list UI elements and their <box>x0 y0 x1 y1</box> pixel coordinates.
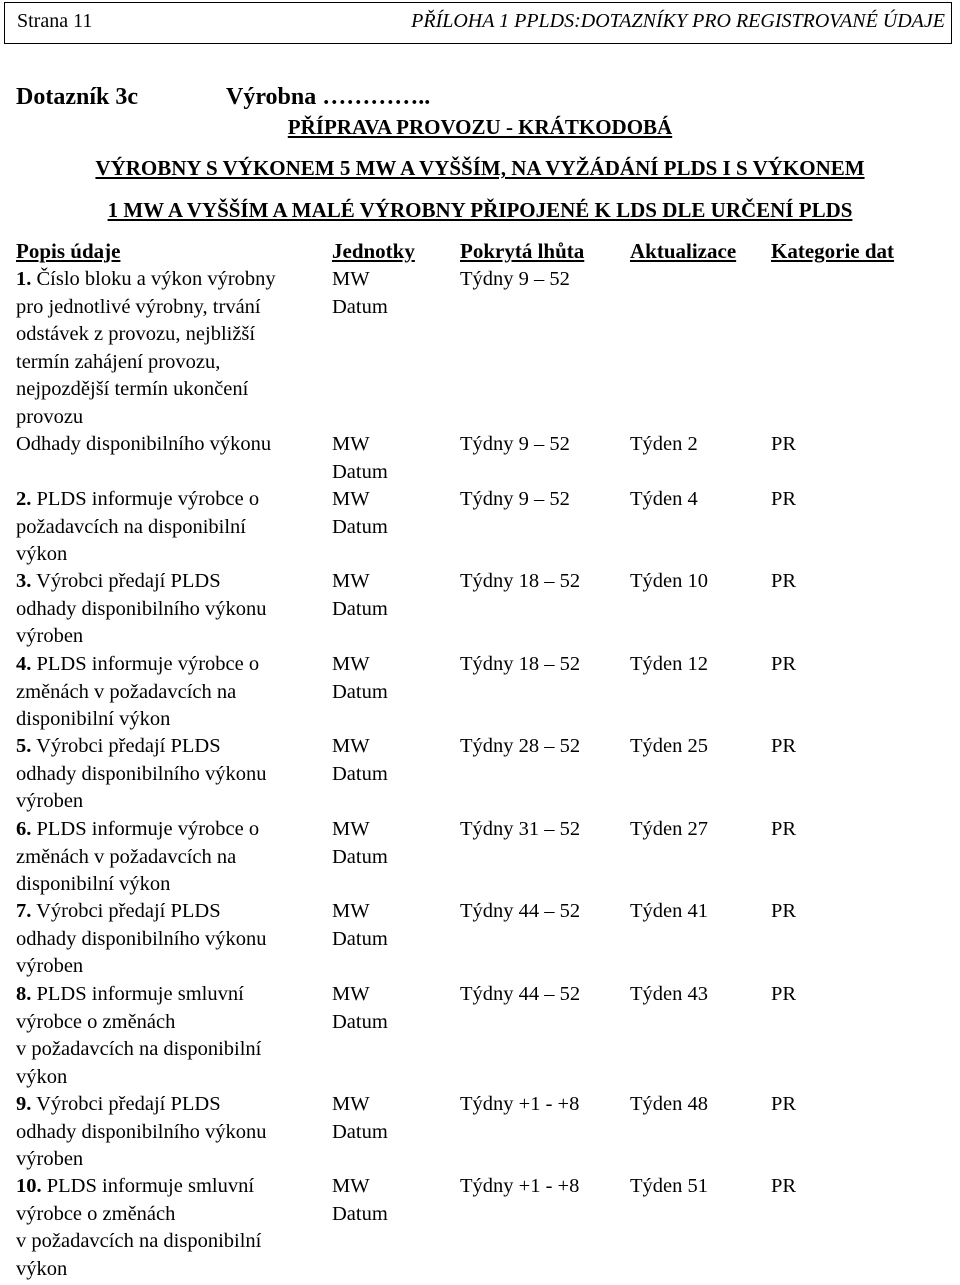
description-text: výkon <box>16 1065 68 1088</box>
description-line <box>16 733 267 761</box>
description-text: výkon <box>16 1257 68 1280</box>
description-text: výroben <box>16 1148 84 1170</box>
row-units <box>332 1091 388 1146</box>
description-text: disponibilní výkon <box>16 708 171 730</box>
description-text: termín zahájení provozu, <box>16 350 221 373</box>
unit-line: Datum <box>332 1120 388 1143</box>
unit-line: MW <box>332 268 370 290</box>
description-line <box>16 788 267 816</box>
description-line <box>16 871 259 899</box>
description-line <box>16 596 267 624</box>
description-line <box>16 761 267 789</box>
row-number: 2. <box>16 488 32 510</box>
description-text: odstávek z provozu, nejbližší <box>16 323 256 345</box>
description-text: provozu <box>16 405 84 428</box>
row-coverage: Týdny 18 – 52 <box>460 653 581 675</box>
row-update: Týden 51 <box>630 1175 708 1197</box>
row-units <box>332 651 388 706</box>
row-units <box>332 898 388 953</box>
description-line <box>16 651 259 679</box>
row-units <box>332 431 388 486</box>
row-description <box>16 1173 261 1283</box>
row-update: Týden 12 <box>630 653 708 675</box>
description-text: odhady disponibilního výkonu <box>16 762 267 785</box>
description-text: odhady disponibilního výkonu <box>16 927 267 950</box>
row-category: PR <box>771 818 797 840</box>
description-text: Výrobci předají PLDS <box>31 735 221 757</box>
column-header-description: Popis údaje <box>16 239 121 263</box>
row-category: PR <box>771 900 797 922</box>
description-line <box>16 1009 261 1037</box>
description-text: pro jednotlivé výrobny, trvání <box>16 295 261 318</box>
description-line <box>16 541 259 569</box>
unit-line: Datum <box>332 295 388 318</box>
unit-line: Datum <box>332 515 388 538</box>
unit-line: MW <box>332 433 370 455</box>
row-description <box>16 266 276 431</box>
row-coverage: Týdny 18 – 52 <box>460 570 581 592</box>
column-header-coverage: Pokrytá lhůta <box>460 239 585 263</box>
subtitle-line-2: VÝROBNY S VÝKONEM 5 MW A VYŠŠÍM, NA VYŽÁDÁNÍ PLDS I S VÝKONEM <box>95 156 865 180</box>
description-line <box>16 1091 267 1119</box>
row-coverage: Týdny 9 – 52 <box>460 433 570 455</box>
description-text: výrobce o změnách <box>16 1202 176 1225</box>
unit-line: Datum <box>332 927 388 950</box>
row-coverage: Týdny +1 - +8 <box>460 1175 580 1197</box>
description-line <box>16 1119 267 1147</box>
unit-line: MW <box>332 818 370 840</box>
description-text: výrobce o změnách <box>16 1010 176 1033</box>
row-description <box>16 981 261 1091</box>
row-number: 3. <box>16 570 32 592</box>
unit-line: Datum <box>332 1202 388 1225</box>
description-text: nejpozdější termín ukončení <box>16 378 249 400</box>
row-number: 8. <box>16 983 32 1005</box>
row-units <box>332 1173 388 1228</box>
description-line <box>16 1146 267 1174</box>
row-category: PR <box>771 653 797 675</box>
row-description <box>16 1091 267 1174</box>
plant-name: Výrobna ………….. <box>226 84 431 110</box>
row-update: Týden 4 <box>630 488 698 510</box>
row-category: PR <box>771 1093 797 1115</box>
description-text: disponibilní výkon <box>16 873 171 895</box>
row-description <box>16 568 267 651</box>
row-coverage: Týdny +1 - +8 <box>460 1093 580 1115</box>
description-line <box>16 1228 261 1256</box>
row-update: Týden 43 <box>630 983 708 1005</box>
row-category: PR <box>771 488 797 510</box>
description-line <box>16 706 259 734</box>
description-text: Číslo bloku a výkon výrobny <box>31 268 276 290</box>
row-coverage: Týdny 28 – 52 <box>460 735 581 757</box>
column-header-units: Jednotky <box>332 239 415 263</box>
row-units <box>332 266 388 321</box>
row-category: PR <box>771 983 797 1005</box>
row-description <box>16 431 271 459</box>
description-text: Výrobci předají PLDS <box>31 570 221 592</box>
unit-line: MW <box>332 488 370 510</box>
subtitle-line-1: PŘÍPRAVA PROVOZU - KRÁTKODOBÁ <box>287 115 673 139</box>
unit-line: Datum <box>332 1010 388 1033</box>
description-text: výroben <box>16 955 84 977</box>
description-text: výkon <box>16 543 68 565</box>
description-line <box>16 321 276 349</box>
description-line <box>16 679 259 707</box>
description-line <box>16 266 276 294</box>
unit-line: Datum <box>332 762 388 785</box>
unit-line: Datum <box>332 460 388 483</box>
unit-line: MW <box>332 570 370 592</box>
unit-line: Datum <box>332 597 388 620</box>
row-coverage: Týdny 44 – 52 <box>460 900 581 922</box>
row-coverage: Týdny 9 – 52 <box>460 268 570 290</box>
row-units <box>332 816 388 871</box>
row-number: 1. <box>16 268 32 290</box>
row-units <box>332 981 388 1036</box>
unit-line: MW <box>332 900 370 922</box>
row-number: 7. <box>16 900 32 922</box>
unit-line: MW <box>332 735 370 757</box>
column-header-category: Kategorie dat <box>771 239 895 263</box>
description-line <box>16 1201 261 1229</box>
description-text: Výrobci předají PLDS <box>31 900 221 922</box>
page-number: Strana 11 <box>17 10 93 32</box>
description-line <box>16 898 267 926</box>
description-text: PLDS informuje smluvní <box>41 1175 255 1197</box>
description-text: Odhady disponibilního výkonu <box>16 433 272 455</box>
description-text: změnách v požadavcích na <box>16 680 237 703</box>
row-number: 9. <box>16 1093 32 1115</box>
row-description <box>16 733 267 816</box>
description-line <box>16 953 267 981</box>
unit-line: MW <box>332 1175 370 1197</box>
row-description <box>16 486 259 569</box>
description-line <box>16 1256 261 1284</box>
row-category: PR <box>771 735 797 757</box>
unit-line: MW <box>332 983 370 1005</box>
description-line <box>16 926 267 954</box>
description-text: odhady disponibilního výkonu <box>16 597 267 620</box>
description-line <box>16 816 259 844</box>
description-text: požadavcích na disponibilní <box>16 515 246 538</box>
description-text: PLDS informuje výrobce o <box>31 488 260 510</box>
row-category: PR <box>771 1175 797 1197</box>
description-line <box>16 1036 261 1064</box>
row-coverage: Týdny 31 – 52 <box>460 818 581 840</box>
description-text: PLDS informuje výrobce o <box>31 818 260 840</box>
row-update: Týden 2 <box>630 433 698 455</box>
row-number: 5. <box>16 735 32 757</box>
description-text: v požadavcích na disponibilní <box>16 1038 262 1060</box>
description-text: výroben <box>16 625 84 647</box>
row-description <box>16 651 259 734</box>
row-number: 10. <box>16 1175 42 1197</box>
description-text: výroben <box>16 790 84 812</box>
row-update: Týden 27 <box>630 818 708 840</box>
unit-line: Datum <box>332 680 388 703</box>
column-header-update: Aktualizace <box>630 239 737 263</box>
questionnaire-title <box>16 84 431 111</box>
row-description <box>16 816 259 899</box>
subtitle-line-3: 1 MW A VYŠŠÍM A MALÉ VÝROBNY PŘIPOJENÉ K LDS DLE URČENÍ PLDS <box>107 198 853 222</box>
description-text: PLDS informuje smluvní <box>31 983 244 1005</box>
description-line <box>16 623 267 651</box>
description-line <box>16 568 267 596</box>
row-description <box>16 898 267 981</box>
row-number: 4. <box>16 653 32 675</box>
questionnaire-id: Dotazník 3c <box>16 84 138 110</box>
row-category: PR <box>771 570 797 592</box>
description-text: odhady disponibilního výkonu <box>16 1120 267 1143</box>
description-text: Výrobci předají PLDS <box>31 1093 221 1115</box>
description-line <box>16 514 259 542</box>
row-update: Týden 25 <box>630 735 708 757</box>
description-line <box>16 376 276 404</box>
annex-title: PŘÍLOHA 1 PPLDS:DOTAZNÍKY PRO REGISTROVANÉ ÚDAJE <box>411 10 945 32</box>
description-line <box>16 1173 261 1201</box>
row-units <box>332 486 388 541</box>
description-line <box>16 404 276 432</box>
description-line <box>16 981 261 1009</box>
description-line <box>16 1064 261 1092</box>
row-coverage: Týdny 9 – 52 <box>460 488 570 510</box>
description-line <box>16 349 276 377</box>
unit-line: Datum <box>332 845 388 868</box>
row-units <box>332 733 388 788</box>
description-line <box>16 486 259 514</box>
description-text: změnách v požadavcích na <box>16 845 237 868</box>
unit-line: MW <box>332 1093 370 1115</box>
page-header <box>4 2 952 44</box>
row-number: 6. <box>16 818 32 840</box>
description-line <box>16 294 276 322</box>
row-units <box>332 568 388 623</box>
description-line <box>16 431 271 459</box>
row-category: PR <box>771 433 797 455</box>
unit-line: MW <box>332 653 370 675</box>
description-text: v požadavcích na disponibilní <box>16 1230 262 1252</box>
row-update: Týden 48 <box>630 1093 708 1115</box>
row-update: Týden 41 <box>630 900 708 922</box>
row-update: Týden 10 <box>630 570 708 592</box>
description-text: PLDS informuje výrobce o <box>31 653 260 675</box>
description-line <box>16 844 259 872</box>
row-coverage: Týdny 44 – 52 <box>460 983 581 1005</box>
